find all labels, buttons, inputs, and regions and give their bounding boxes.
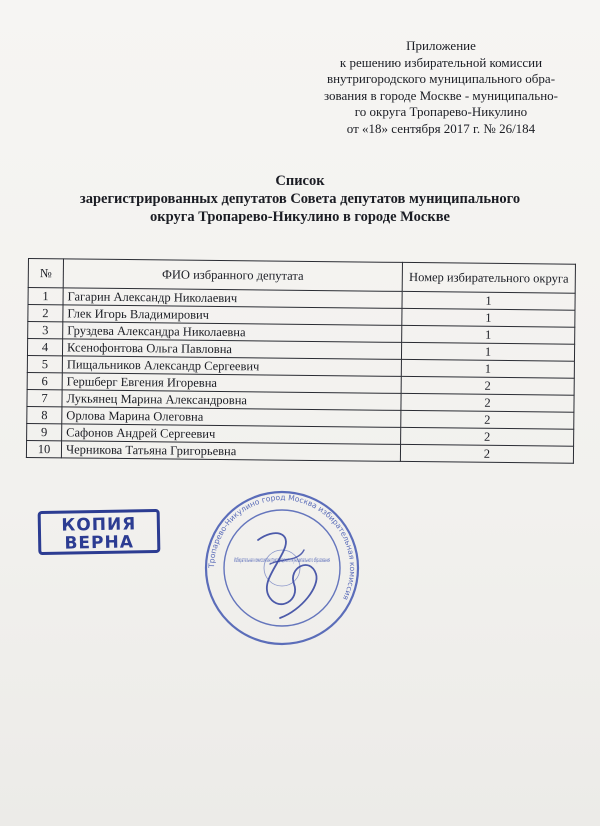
document-title (30, 172, 570, 226)
title-line: зарегистрированных депутатов Совета депутатов муниципального (79, 191, 521, 207)
district-number: 1 (402, 325, 575, 344)
appendix-line: Приложение (406, 38, 476, 53)
row-number: 7 (27, 389, 62, 406)
deputies-table (26, 258, 576, 464)
seal-inner-text: Избирательная комиссия внутригородского муниципального образования (234, 556, 331, 564)
appendix-block (316, 38, 566, 137)
appendix-line: зования в городе Москве - муниципально- (324, 87, 558, 103)
district-number: 2 (400, 444, 573, 463)
deputy-name: Гагарин Александр Николаевич (63, 288, 402, 309)
deputy-name: Орлова Марина Олеговна (62, 407, 401, 428)
deputy-name: Пищальников Александр Сергеевич (62, 356, 401, 377)
deputy-name: Лукьянец Марина Александровна (62, 390, 401, 411)
stamp-line: ВЕРНА (64, 532, 135, 554)
header-district: Номер избирательного округа (402, 262, 575, 293)
deputy-name: Ксенофонтова Ольга Павловна (62, 339, 401, 360)
row-number: 9 (27, 423, 62, 440)
appendix-line: к решению избирательной комиссии (339, 54, 543, 70)
appendix-line: го округа Тропарево-Никулино (354, 104, 528, 119)
seal-outer-text: Тропарево-Никулино город Москва избирательная комиссия (206, 492, 358, 602)
handwritten-signature (240, 520, 330, 630)
appendix-line: внутригородского муниципального обра- (326, 71, 556, 86)
title-line: округа Тропарево-Никулино в городе Москве (150, 209, 450, 225)
row-number: 8 (27, 406, 62, 423)
header-number: № (28, 259, 63, 288)
row-number: 3 (28, 322, 63, 339)
district-number: 2 (401, 393, 574, 412)
district-number: 2 (401, 410, 574, 429)
row-number: 1 (28, 288, 63, 305)
deputy-name: Груздева Александра Николаевна (63, 322, 402, 343)
district-number: 2 (401, 427, 574, 446)
deputy-name: Черникова Татьяна Григорьевна (61, 441, 400, 462)
copy-certified-stamp (38, 509, 161, 555)
row-number: 6 (27, 372, 62, 389)
district-number: 1 (401, 359, 574, 378)
district-number: 1 (402, 291, 575, 310)
deputy-name: Гершберг Евгения Игоревна (62, 373, 401, 394)
row-number: 5 (27, 355, 62, 372)
row-number: 2 (28, 305, 63, 322)
row-number: 10 (26, 440, 61, 457)
row-number: 4 (27, 339, 62, 356)
district-number: 2 (401, 376, 574, 395)
appendix-line: от «18» сентября 2017 г. № 26/184 (346, 120, 536, 136)
deputy-name: Глек Игорь Владимирович (63, 305, 402, 326)
deputy-name: Сафонов Андрей Сергеевич (62, 424, 401, 445)
district-number: 1 (402, 308, 575, 327)
title-line: Список (275, 173, 325, 189)
header-name: ФИО избранного депутата (63, 259, 402, 292)
district-number: 1 (401, 342, 574, 361)
stamp-line: КОПИЯ (61, 514, 137, 536)
